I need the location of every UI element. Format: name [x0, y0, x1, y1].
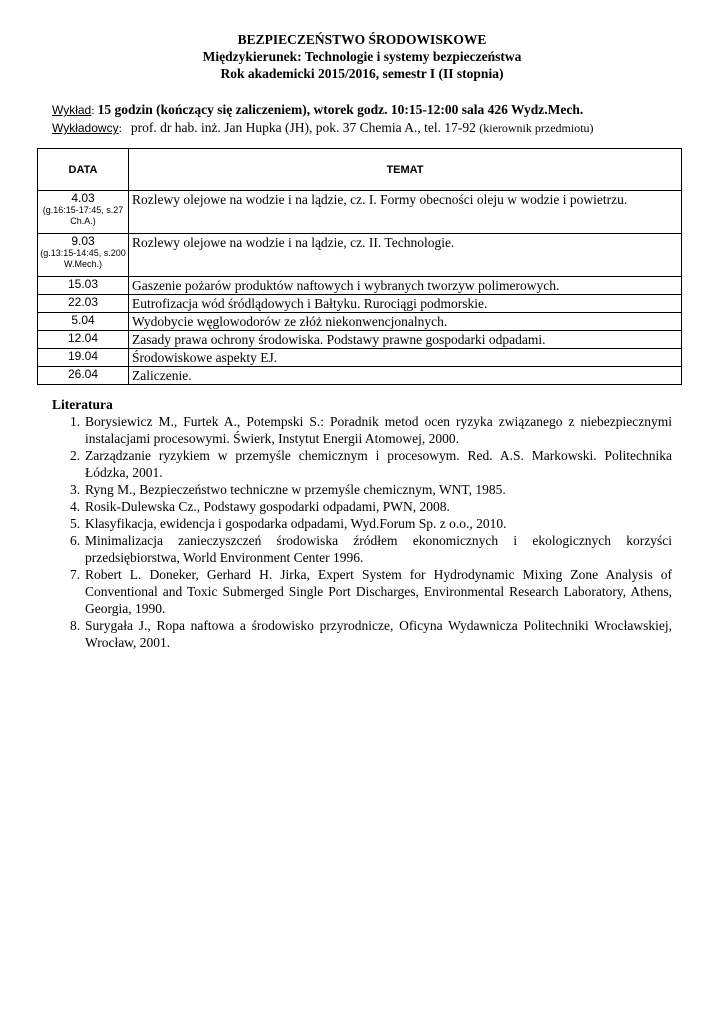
- list-item: 6. Minimalizacja zanieczyszczeń środowiska źródłem ekonomicznych i ekologicznych korzyści przedsiębiorstwa, World Environment Center 1996.: [70, 533, 672, 565]
- list-item: 5. Klasyfikacja, ewidencja i gospodarka odpadami, Wyd.Forum Sp. z o.o., 2010.: [70, 516, 507, 531]
- table-row: [38, 349, 682, 367]
- lecturers-label: Wykładowcy: [52, 121, 119, 135]
- row-date: 9.03 (g.13:15-14:45, s.200 W.Mech.): [38, 234, 129, 277]
- schedule-table: [37, 148, 682, 385]
- table-row: [38, 191, 682, 234]
- schedule-header-row: [38, 149, 682, 191]
- course-subtitle: Międzykierunek: Technologie i systemy bezpieczeństwa: [202, 49, 522, 64]
- literature-list: [70, 413, 672, 651]
- table-row: [38, 234, 682, 277]
- row-date: 12.04: [38, 331, 129, 349]
- row-date: 19.04: [38, 349, 129, 367]
- row-date: 5.04: [38, 313, 129, 331]
- academic-year: Rok akademicki 2015/2016, semestr I (II stopnia): [220, 66, 504, 81]
- list-item: 1. Borysiewicz M., Furtek A., Potempski S.: Poradnik metod ocen ryzyka związanego z niebezpiecznymi instalacjami procesowymi. Świerk, Instytut Energii Atomowej, 2000.: [70, 414, 672, 446]
- topic-column-header: TEMAT: [129, 149, 682, 191]
- list-item: 4. Rosik-Dulewska Cz., Podstawy gospodarki odpadami, PWN, 2008.: [70, 499, 450, 514]
- table-row: [38, 331, 682, 349]
- row-date: 15.03: [38, 277, 129, 295]
- list-item: 7. Robert L. Doneker, Gerhard H. Jirka, Expert System for Hydrodynamic Mixing Zone Analysis of Conventional and Toxic Submerged Single Port Discharges, Environmental Research Laboratory, Athens, Georgia, 1990.: [70, 567, 672, 616]
- row-topic: Gaszenie pożarów produktów naftowych i wybranych tworzyw polimerowych.: [129, 277, 682, 295]
- lecture-label: Wykład: [52, 103, 92, 117]
- row-topic: Rozlewy olejowe na wodzie i na lądzie, cz. I. Formy obecności oleju w wodzie i powietrzu.: [129, 191, 682, 234]
- list-item: 3. Ryng M., Bezpieczeństwo techniczne w przemyśle chemicznym, WNT, 1985.: [70, 482, 506, 497]
- row-topic: Zasady prawa ochrony środowiska. Podstawy prawne gospodarki odpadami.: [129, 331, 682, 349]
- document-header: [0, 31, 724, 82]
- table-row: [38, 313, 682, 331]
- list-item: 2. Zarządzanie ryzykiem w przemyśle chemicznym i procesowym. Red. A.S. Markowski. Politechnika Łódzka, 2001.: [70, 448, 672, 480]
- lecture-row: Wykład: 15 godzin (kończący się zaliczeniem), wtorek godz. 10:15-12:00 sala 426 Wydz.Mech.: [52, 102, 584, 117]
- row-topic: Rozlewy olejowe na wodzie i na lądzie, cz. II. Technologie.: [129, 234, 682, 277]
- lecturers-note: (kierownik przedmiotu): [479, 121, 594, 135]
- table-row: [38, 295, 682, 313]
- lecture-text: 15 godzin (kończący się zaliczeniem), wtorek godz. 10:15-12:00 sala 426 Wydz.Mech.: [97, 102, 584, 117]
- row-topic: Wydobycie węglowodorów ze złóż niekonwencjonalnych.: [129, 313, 682, 331]
- row-date: 22.03: [38, 295, 129, 313]
- date-column-header: DATA: [38, 149, 129, 191]
- lecturers-row: Wykładowcy: prof. dr hab. inż. Jan Hupka (JH), pok. 37 Chemia A., tel. 17-92 (kierownik przedmiotu): [52, 120, 594, 135]
- table-row: [38, 367, 682, 385]
- row-date-note: (g.16:15-17:45, s.27 Ch.A.): [42, 205, 124, 226]
- row-topic: Środowiskowe aspekty EJ.: [129, 349, 682, 367]
- list-item: 8. Surygała J., Ropa naftowa a środowisko przyrodnicze, Oficyna Wydawnicza Politechniki Wrocławskiej, Wrocław, 2001.: [70, 618, 672, 650]
- literature-heading: Literatura: [52, 397, 113, 412]
- row-date: 4.03 (g.16:15-17:45, s.27 Ch.A.): [38, 191, 129, 234]
- row-date: 26.04: [38, 367, 129, 385]
- lecturers-text: prof. dr hab. inż. Jan Hupka (JH), pok. 37 Chemia A., tel. 17-92: [130, 120, 476, 135]
- row-topic: Eutrofizacja wód śródlądowych i Bałtyku. Rurociągi podmorskie.: [129, 295, 682, 313]
- row-date-note: (g.13:15-14:45, s.200 W.Mech.): [40, 248, 126, 269]
- course-info: [52, 101, 594, 137]
- course-title: BEZPIECZEŃSTWO ŚRODOWISKOWE: [237, 32, 487, 47]
- table-row: [38, 277, 682, 295]
- row-topic: Zaliczenie.: [129, 367, 682, 385]
